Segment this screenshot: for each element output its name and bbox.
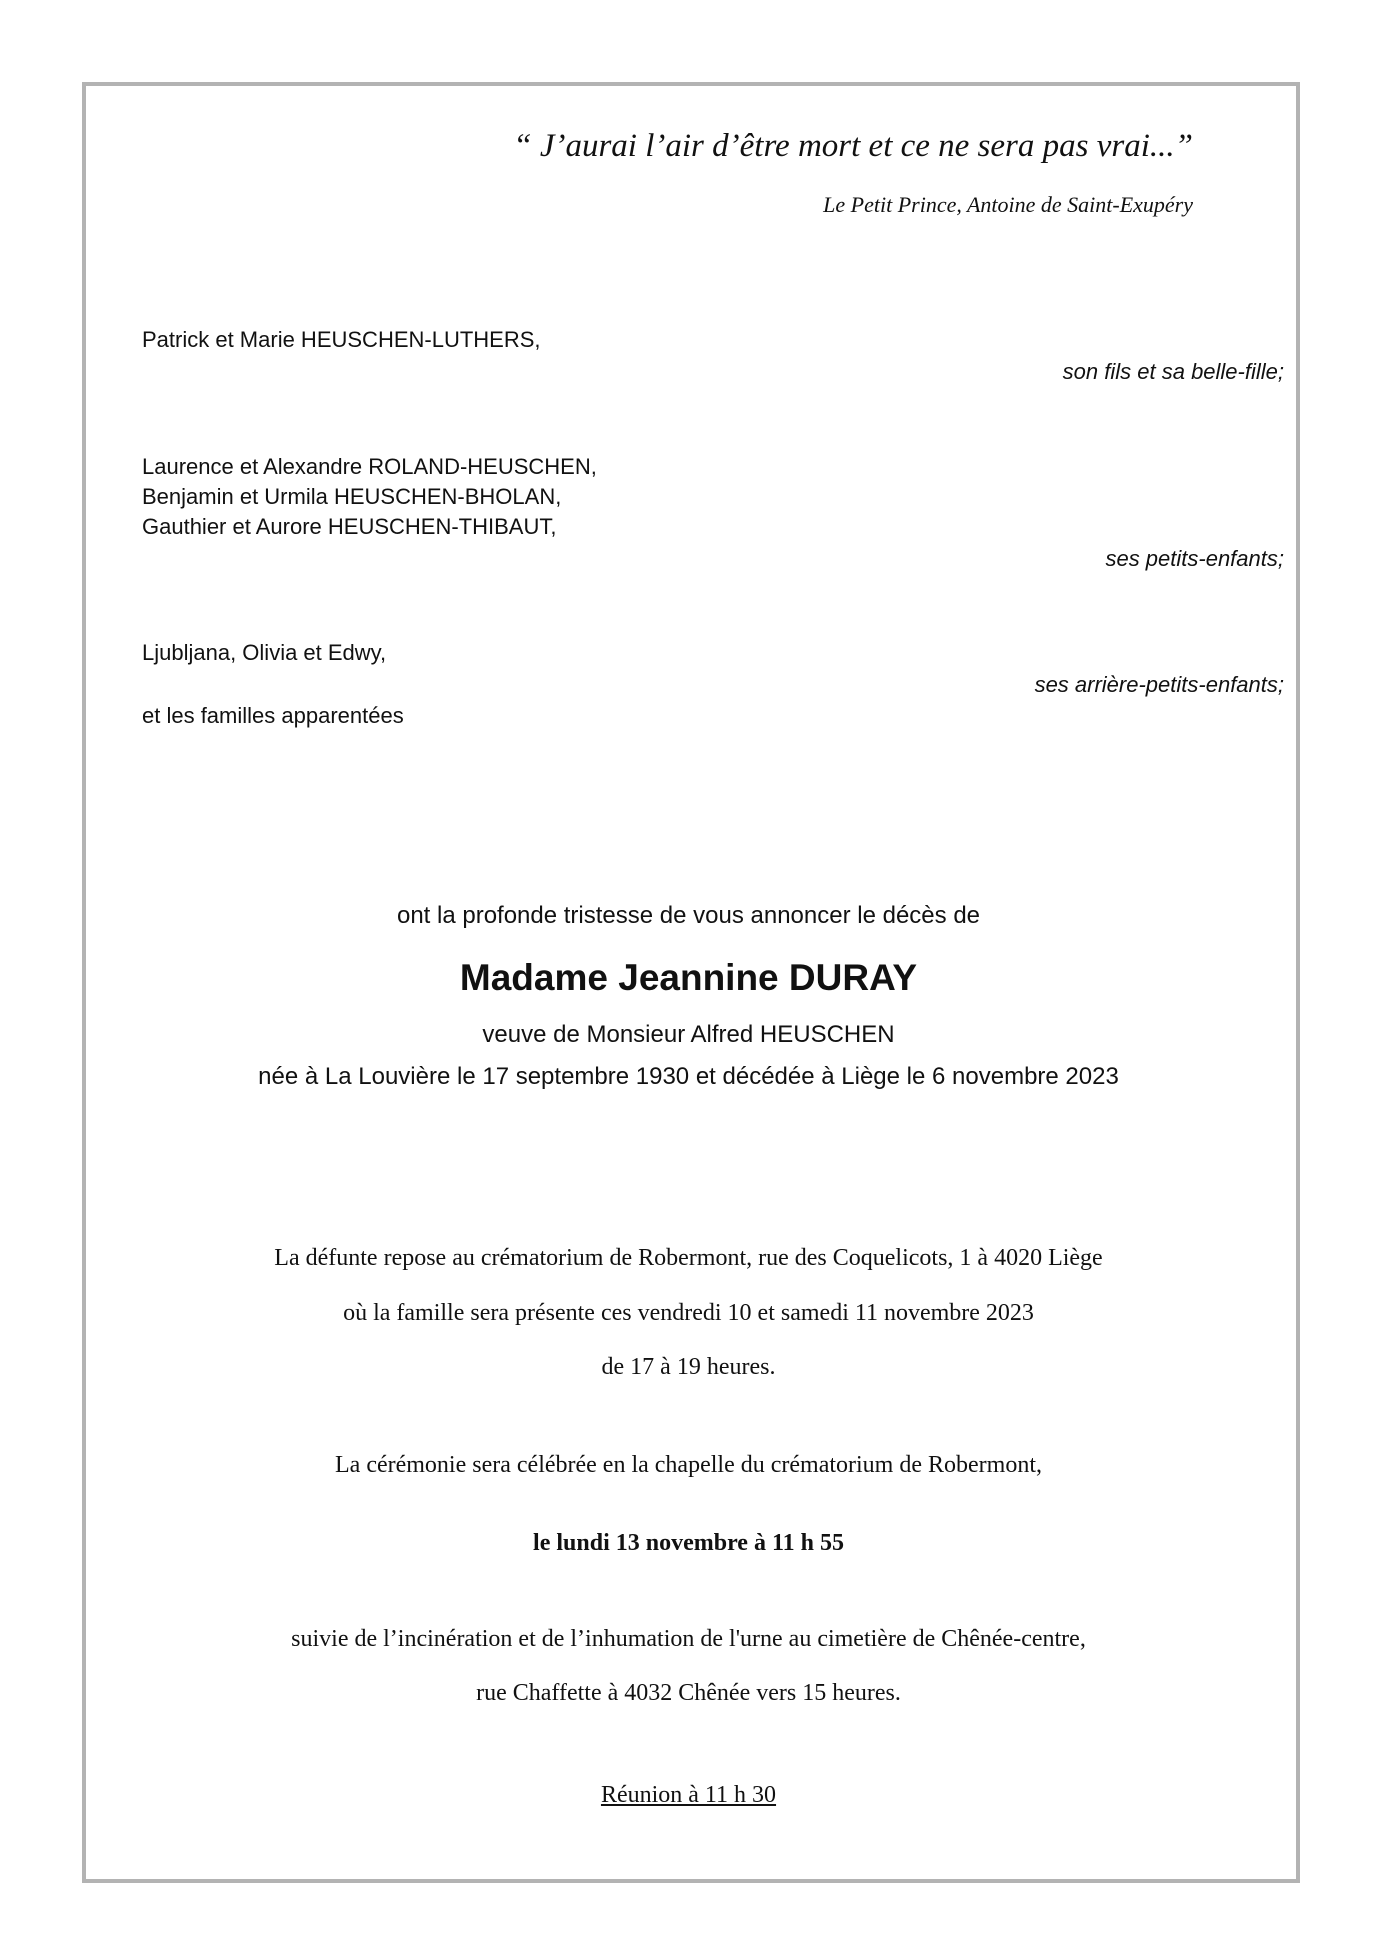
ceremony-datetime: le lundi 13 novembre à 11 h 55 xyxy=(533,1530,844,1556)
visitation-dates: où la famille sera présente ces vendredi 10 et samedi 11 novembre 2023 xyxy=(343,1300,1034,1326)
birth-death-dates: née à La Louvière le 17 septembre 1930 et décédée à Liège le 6 novembre 2023 xyxy=(258,1063,1119,1090)
great-grandchildren-relation: ses arrière-petits-enfants; xyxy=(1034,672,1284,697)
announcement-intro: ont la profonde tristesse de vous annoncer le décès de xyxy=(396,902,981,929)
children-relation: son fils et sa belle-fille; xyxy=(1062,359,1284,384)
related-families: et les familles apparentées xyxy=(142,703,404,728)
cremation-details: suivie de l’incinération et de l’inhumation de l'urne au cimetière de Chênée-centre, xyxy=(291,1626,1086,1652)
epigraph-source: Le Petit Prince, Antoine de Saint-Exupéry xyxy=(823,192,1193,217)
children-names: Patrick et Marie HEUSCHEN-LUTHERS, xyxy=(142,327,541,352)
deceased-name: Madame Jeannine DURAY xyxy=(459,957,918,998)
meeting-time: Réunion à 11 h 30 xyxy=(600,1782,777,1808)
great-grandchildren-names: Ljubljana, Olivia et Edwy, xyxy=(142,640,387,665)
ceremony-location: La cérémonie sera célébrée en la chapelle du crématorium de Robermont, xyxy=(335,1452,1042,1478)
grandchildren-relation: ses petits-enfants; xyxy=(1105,546,1284,571)
widow-of: veuve de Monsieur Alfred HEUSCHEN xyxy=(482,1021,895,1048)
grandchild-name: Laurence et Alexandre ROLAND-HEUSCHEN, xyxy=(142,454,597,479)
cemetery-address: rue Chaffette à 4032 Chênée vers 15 heures. xyxy=(476,1680,901,1706)
repose-location: La défunte repose au crématorium de Robermont, rue des Coquelicots, 1 à 4020 Liège xyxy=(274,1245,1103,1271)
epigraph-quote: “ J’aurai l’air d’être mort et ce ne sera pas vrai...” xyxy=(513,128,1193,164)
grandchild-name: Gauthier et Aurore HEUSCHEN-THIBAUT, xyxy=(142,514,557,539)
visitation-hours: de 17 à 19 heures. xyxy=(601,1354,776,1380)
grandchild-name: Benjamin et Urmila HEUSCHEN-BHOLAN, xyxy=(142,484,562,509)
